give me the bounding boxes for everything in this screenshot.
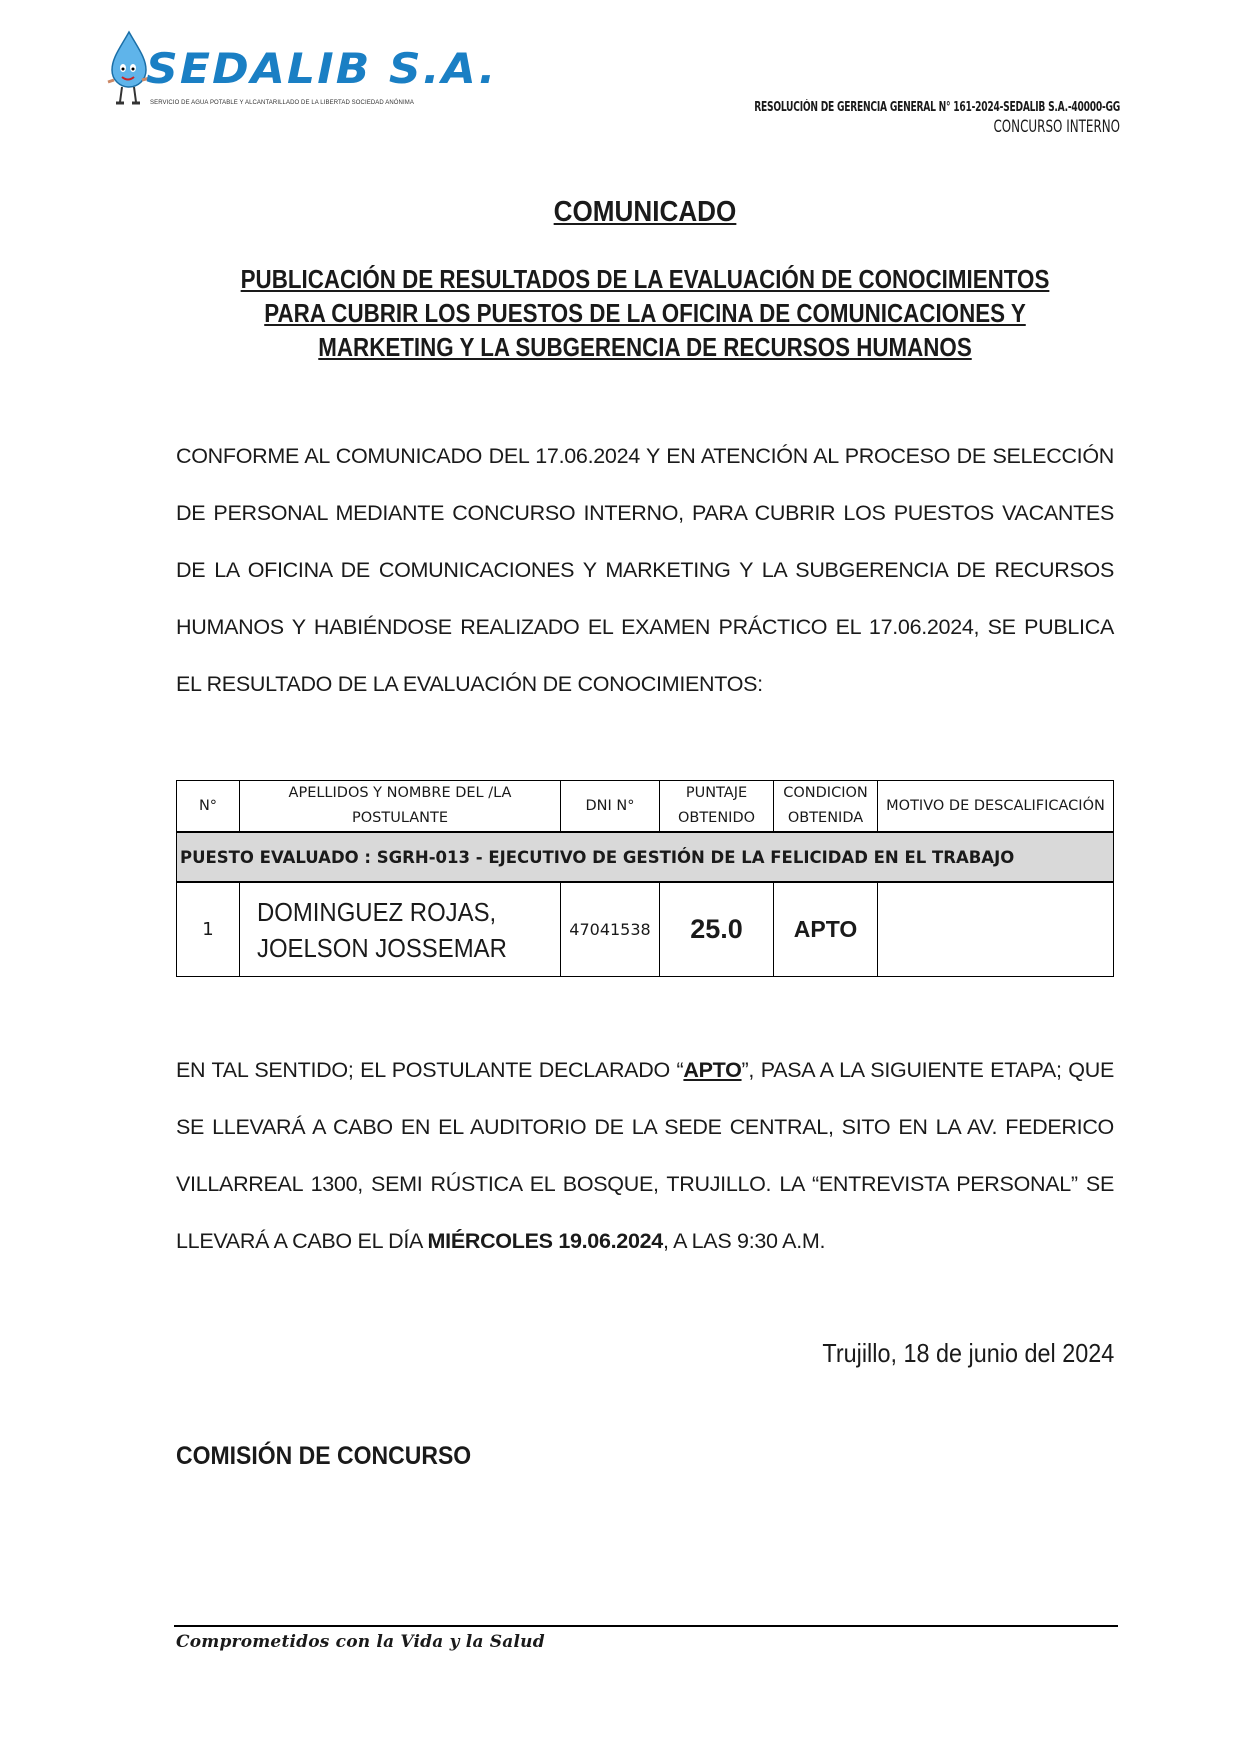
- subtitle-line: MARKETING Y LA SUBGERENCIA DE RECURSOS HUMANOS: [318, 332, 972, 362]
- apto-emphasis: APTO: [683, 1058, 742, 1082]
- subtitle-line: PUBLICACIÓN DE RESULTADOS DE LA EVALUACIÓN DE CONOCIMIENTOS: [240, 264, 1050, 294]
- cell-score: 25.0: [660, 882, 774, 977]
- sedalib-logo: [106, 30, 498, 110]
- header-motivo: MOTIVO DE DESCALIFICACIÓN: [878, 781, 1114, 833]
- header-score: PUNTAJE OBTENIDO: [660, 781, 774, 833]
- position-evaluated: PUESTO EVALUADO : SGRH-013 - EJECUTIVO DE GESTIÓN DE LA FELICIDAD EN EL TRABAJO: [177, 832, 1114, 882]
- results-table: [176, 780, 1114, 977]
- cell-n: 1: [177, 882, 240, 977]
- header-dni: DNI N°: [561, 781, 660, 833]
- page-subtitle: [150, 262, 1140, 364]
- footer-divider: [174, 1625, 1118, 1627]
- document-header: [651, 100, 1120, 137]
- page-title: COMUNICADO: [553, 196, 737, 228]
- logo-tagline: SERVICIO DE AGUA POTABLE Y ALCANTARILLADO DE LA LIBERTAD SOCIEDAD ANÓNIMA: [150, 100, 414, 106]
- table-group-row: [177, 832, 1114, 882]
- contest-type: CONCURSO INTERNO: [993, 117, 1120, 137]
- interview-date: MIÉRCOLES 19.06.2024: [427, 1229, 663, 1253]
- cell-dni: 47041538: [561, 882, 660, 977]
- document-date: Trujillo, 18 de junio del 2024: [822, 1338, 1114, 1368]
- header-name: APELLIDOS Y NOMBRE DEL /LA POSTULANTE: [240, 781, 561, 833]
- cell-condition: APTO: [774, 882, 878, 977]
- subtitle-line: PARA CUBRIR LOS PUESTOS DE LA OFICINA DE COMUNICACIONES Y: [264, 298, 1026, 328]
- table-header-row: [177, 781, 1114, 833]
- resolution-number: RESOLUCIÓN DE GERENCIA GENERAL N° 161-2024-SEDALIB S.A.-40000-GG: [754, 100, 1120, 115]
- signature-commission: COMISIÓN DE CONCURSO: [176, 1442, 472, 1470]
- logo-wordmark: SEDALIB S.A.: [146, 44, 498, 93]
- intro-paragraph: CONFORME AL COMUNICADO DEL 17.06.2024 Y EN ATENCIÓN AL PROCESO DE SELECCIÓN DE PERSONAL MEDIANTE CONCURSO INTERNO, PARA CUBRIR LOS PUESTOS VACANTES DE LA OFICINA DE COMUNICACIONES Y MARKETING Y LA SUBGERENCIA DE RECURSOS HUMANOS Y HABIÉNDOSE REALIZADO EL EXAMEN PRÁCTICO EL 17.06.2024, SE PUBLICA EL RESULTADO DE LA EVALUACIÓN DE CONOCIMIENTOS:: [176, 444, 1114, 696]
- header-n: N°: [177, 781, 240, 833]
- header-condition: CONDICION OBTENIDA: [774, 781, 878, 833]
- footer-motto: Comprometidos con la Vida y la Salud: [176, 1632, 545, 1652]
- table-row: [177, 882, 1114, 977]
- cell-motivo: [878, 882, 1114, 977]
- cell-name: DOMINGUEZ ROJAS, JOELSON JOSSEMAR: [252, 882, 547, 977]
- closing-paragraph: EN TAL SENTIDO; EL POSTULANTE DECLARADO “APTO”, PASA A LA SIGUIENTE ETAPA; QUE SE LLEVARÁ A CABO EN EL AUDITORIO DE LA SEDE CENTRAL, SITO EN LA AV. FEDERICO VILLARREAL 1300, SEMI RÚSTICA EL BOSQUE, TRUJILLO. LA “ENTREVISTA PERSONAL” SE LLEVARÁ A CABO EL DÍA MIÉRCOLES 19.06.2024, A LAS 9:30 A.M.: [176, 1058, 1114, 1253]
